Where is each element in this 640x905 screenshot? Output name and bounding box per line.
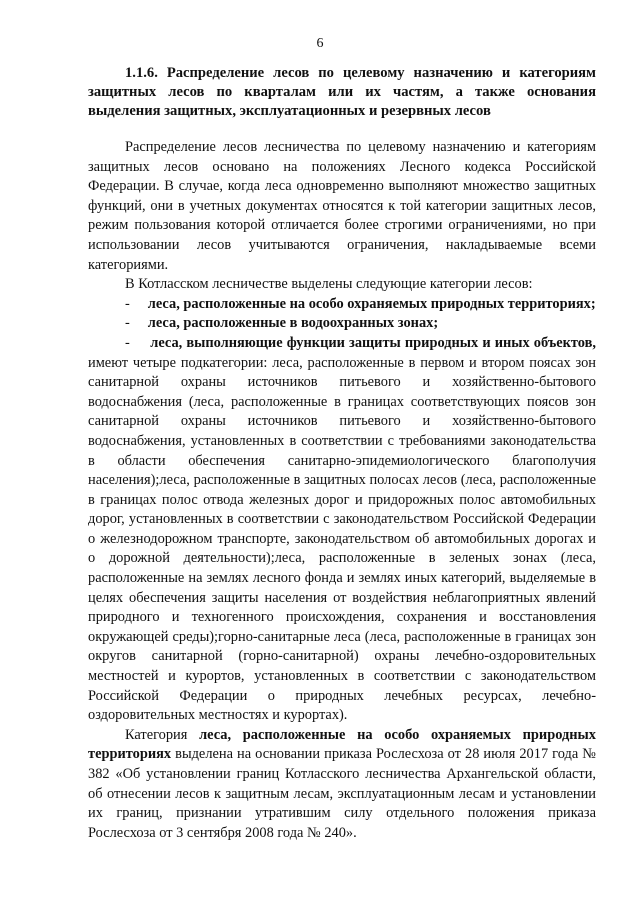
- page-number: 6: [316, 36, 324, 51]
- list-item-protected-territories: [88, 295, 596, 315]
- list-item-label: леса, расположенные на особо охраняемых природных территориях;: [147, 295, 596, 312]
- paragraph-categories-lead: В Котласском лесничестве выделены следующие категории лесов:: [125, 276, 533, 293]
- section-title: 1.1.6. Распределение лесов по целевому назначению и категориям защитных лесов по кварталам или их частям, а также основания выделения защитных, эксплуатационных и резервных лесов: [88, 65, 596, 119]
- list-item-water-protection: [88, 314, 596, 334]
- paragraph-basis: [88, 726, 596, 844]
- list-item-description: имеют четыре подкатегории: леса, расположенные в первом и втором поясах зон санитарной охраны источников питьевого и хозяйственно-бытового водоснабжения (леса, расположенные в границах соответствующих поясов зон санитарной охраны источников питьевого и хозяйственно-бытового водоснабжения, установленных в соответствии с требованиями законодательства в области обеспечения санитарно-эпидемиологического благополучия населения);леса, расположенные в защитных полосах лесов (леса, расположенные в границах полос отвода железных дорог и придорожных полос автомобильных дорог, установленных в соответствии с законодательством Российской Федерации о железнодорожном транспорте, законодательством об автомобильных дорогах и о дорожной деятельности);леса, расположенные в зеленых зонах (леса, расположенные на землях лесного фонда и землях иных категорий, выделяемые в целях обеспечения защиты населения от воздействия неблагоприятных явлений природного и техногенного происхождения, сохранения и восстановления окружающей среды);горно-санитарные леса (леса, расположенные в границах зон округов санитарной (горно-санитарной) охраны лечебно-оздоровительных местностей и курортов, установленных в соответствии с законодательством Российской Федерации о природных лечебных ресурсах, лечебно-оздоровительных местностях и курортах).: [88, 354, 596, 724]
- body-text: [88, 138, 596, 843]
- list-dash: -: [125, 295, 130, 312]
- paragraph-basis-bold: леса, расположенные на особо охраняемых природных территориях: [88, 726, 596, 763]
- list-item-label: леса, расположенные в водоохранных зонах;: [147, 315, 439, 332]
- list-dash: -: [125, 315, 130, 332]
- paragraph-intro: Распределение лесов лесничества по целевому назначению и категориям защитных лесов основано на положениях Лесного кодекса Российской Федерации. В случае, когда леса одновременно выполняют множество защитных функций, они в учетных документах относятся к той категории защитных лесов, режим пользования которой отличается более строгими ограничениями, но при использовании лесов учитываются ограничения, накладываемые всеми категориями.: [88, 139, 596, 273]
- list-item-label: леса, выполняющие функции защиты природных и иных объектов,: [150, 334, 596, 351]
- paragraph-basis-start: Категория: [125, 726, 200, 743]
- paragraph-basis-rest: выделена на основании приказа Рослесхоза от 28 июля 2017 года № 382 «Об установлении границ Котласского лесничества Архангельской области, об отнесении лесов к защитным лесам, эксплуатационным лесам и установлении их границ, признании утратившим силу отдельного положения приказа Рослесхоза от 3 сентября 2008 года № 240».: [88, 746, 596, 841]
- list-item-protective-functions: [88, 334, 596, 726]
- list-dash: -: [125, 334, 130, 351]
